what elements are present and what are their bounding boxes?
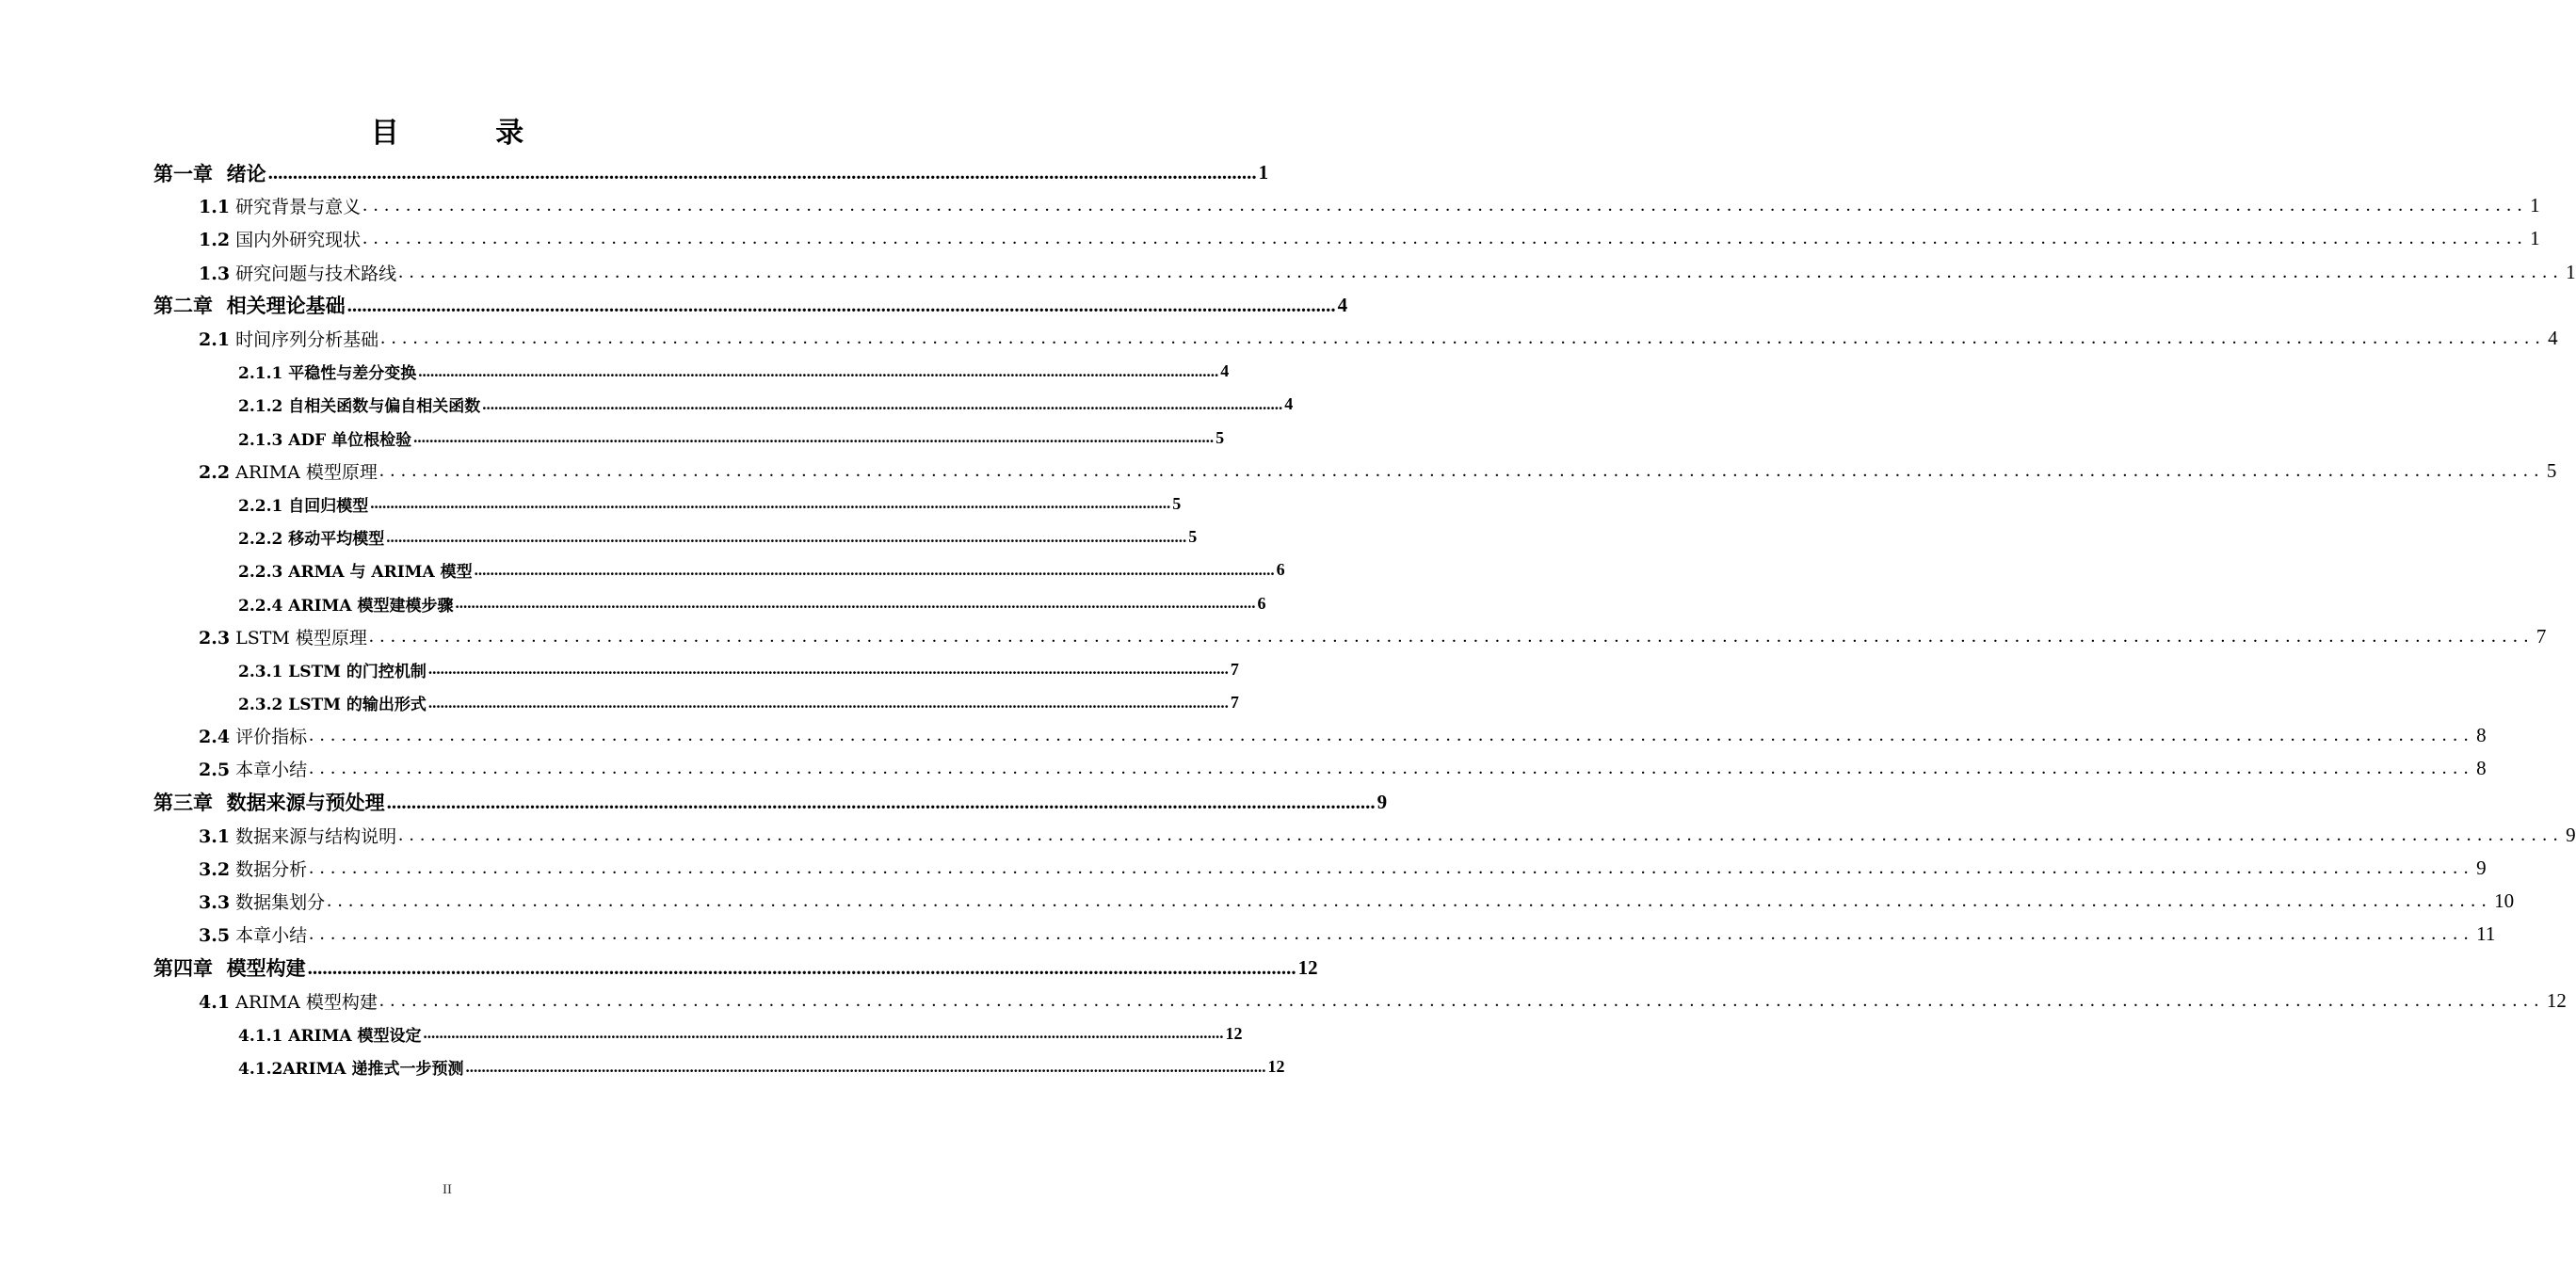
toc-entry-number: 2.3 (199, 627, 231, 649)
toc-entry-title: 研究背景与意义 (235, 197, 362, 218)
toc-page-number: 9 (2476, 857, 2487, 880)
toc-entry-number: 2.2 (199, 461, 231, 483)
toc-entry-label (238, 658, 427, 681)
toc-page-number: 5 (1172, 493, 1182, 513)
toc-entry-number: 4.1.2 (238, 1060, 283, 1080)
toc-page-number: 1 (2530, 227, 2540, 250)
toc-dot-leader: ........................................................................................................................................................................................................ (398, 261, 2565, 282)
toc-entry-number: 2.2.2 (238, 530, 283, 550)
toc-page-number: 4 (2548, 327, 2558, 350)
toc-page-number: 12 (2546, 988, 2567, 1012)
toc-entry-title: 本章小结 (235, 760, 308, 781)
toc-page-number: 7 (1230, 693, 1239, 713)
toc-dot-leader: ........................................................................................................................................................................................................ (413, 428, 1215, 447)
toc-dot-leader: ........................................................................................................................................................................................................ (378, 989, 2545, 1011)
toc-dot-leader: ........................................................................................................................................................................................................ (482, 394, 1283, 413)
toc-entry-title: 评价指标 (235, 727, 308, 748)
toc-entry-number: 2.5 (199, 760, 231, 781)
toc-entry-number: 2.1.3 (238, 430, 283, 450)
toc-chapter-entry[interactable] (0, 786, 1388, 819)
toc-page-number: 5 (1216, 427, 1225, 447)
toc-entry-label (238, 392, 480, 416)
toc-page-number: 9 (2566, 823, 2576, 846)
toc-section-entry[interactable] (0, 918, 2496, 951)
toc-entry-number: 3.1 (199, 825, 231, 847)
toc-entry-label (238, 1022, 421, 1046)
toc-entry-number: 2.3.1 (238, 662, 283, 681)
toc-dot-leader: ........................................................................................................................................................................................................ (427, 693, 1229, 712)
toc-page-number: 9 (1377, 790, 1388, 813)
toc-dot-leader: ........................................................................................................................................................................................................ (465, 1057, 1266, 1076)
toc-entry-number: 2.2.1 (238, 496, 283, 516)
toc-section-entry[interactable] (0, 819, 2576, 852)
toc-section-entry[interactable] (0, 222, 2540, 255)
toc-dot-leader: ........................................................................................................................................................................................................ (309, 758, 2475, 779)
toc-entry-label (238, 691, 427, 714)
toc-dot-leader: ........................................................................................................................................................................................................ (386, 527, 1187, 546)
toc-subsection-entry[interactable] (0, 686, 1239, 719)
toc-section-entry[interactable] (0, 852, 2487, 885)
toc-entry-label (199, 856, 307, 881)
toc-dot-leader: ........................................................................................................................................................................................................ (267, 161, 1257, 184)
toc-entry-label (199, 889, 325, 914)
toc-section-entry[interactable] (0, 256, 2576, 289)
toc-page-number: 4 (1220, 361, 1230, 381)
toc-entry-label (199, 226, 361, 251)
toc-entry-number: 2.2.3 (238, 563, 283, 583)
toc-page-number: 6 (1276, 560, 1285, 580)
toc-page-number: 12 (1267, 1057, 1285, 1077)
toc-entry-label (153, 788, 385, 816)
toc-entry-label (238, 525, 384, 549)
toc-subsection-entry[interactable] (0, 488, 1182, 520)
toc-entry-label (153, 953, 306, 982)
toc-entry-number: 4.1 (199, 991, 231, 1013)
toc-entry-title: 数据分析 (235, 859, 308, 881)
toc-entry-title: 自回归模型 (288, 496, 369, 516)
toc-page-number: 12 (1297, 955, 1318, 979)
toc-entry-title: 本章小结 (235, 925, 308, 947)
toc-chapter-entry[interactable] (0, 952, 1318, 985)
toc-entry-title: ARIMA 模型原理 (235, 461, 378, 483)
toc-entry-title: ADF 单位根检验 (288, 430, 412, 450)
toc-page-number: 12 (1225, 1023, 1243, 1043)
toc-entry-label (199, 260, 396, 285)
toc-page-number: 7 (2536, 624, 2547, 648)
toc-section-entry[interactable] (0, 752, 2487, 785)
toc-entry-separator (213, 294, 227, 317)
toc-entry-number: 4.1.1 (238, 1026, 283, 1046)
toc-entry-title: ARIMA 模型建模步骤 (288, 596, 454, 616)
toc-entry-number: 2.4 (199, 727, 231, 748)
toc-entry-separator (213, 162, 227, 185)
toc-entry-label (199, 193, 361, 218)
toc-dot-leader: ........................................................................................................................................................................................................ (327, 890, 2493, 912)
toc-chapter-entry[interactable] (0, 156, 1269, 189)
toc-page-number: 5 (2546, 458, 2557, 482)
toc-entry-separator (213, 956, 227, 980)
toc-entry-label (199, 823, 396, 848)
toc-entry-label (238, 592, 453, 616)
toc-subsection-entry[interactable] (0, 1017, 1243, 1050)
toc-dot-leader: ........................................................................................................................................................................................................ (380, 328, 2547, 349)
toc-entry-label (153, 159, 266, 187)
toc-entry-label (199, 988, 378, 1014)
toc-entry-title: ARMA 与 ARIMA 模型 (288, 563, 473, 583)
table-of-contents (0, 156, 2576, 1083)
toc-entry-label (238, 558, 473, 582)
toc-dot-leader: ........................................................................................................................................................................................................ (386, 790, 1376, 813)
toc-subsection-entry[interactable] (0, 422, 1225, 455)
toc-entry-number: 3.5 (199, 925, 231, 947)
toc-chapter-entry[interactable] (0, 289, 1348, 322)
toc-subsection-entry[interactable] (0, 553, 1285, 586)
toc-subsection-entry[interactable] (0, 1050, 1285, 1083)
toc-entry-title: 研究问题与技术路线 (235, 263, 397, 284)
toc-entry-number: 第四章 (153, 956, 213, 981)
toc-entry-title: 模型构建 (226, 956, 306, 981)
toc-entry-number: 2.1.1 (238, 364, 283, 384)
toc-entry-label (238, 426, 411, 450)
toc-dot-leader: ........................................................................................................................................................................................................ (309, 857, 2475, 879)
toc-entry-number: 2.1.2 (238, 397, 283, 417)
toc-entry-title: 国内外研究现状 (235, 230, 362, 251)
toc-entry-title: 自相关函数与偏自相关函数 (288, 397, 481, 417)
toc-entry-label (199, 624, 367, 649)
toc-page-number: 1 (1258, 161, 1269, 184)
toc-entry-number: 2.1 (199, 329, 231, 351)
toc-entry-title: 数据来源与结构说明 (235, 825, 397, 847)
toc-entry-title: 相关理论基础 (226, 294, 346, 318)
toc-entry-label (199, 756, 307, 781)
toc-dot-leader: ........................................................................................................................................................................................................ (474, 560, 1275, 579)
toc-section-entry[interactable] (0, 189, 2540, 222)
toc-entry-title: 数据集划分 (235, 892, 326, 914)
toc-page-number: 6 (1257, 593, 1266, 613)
toc-dot-leader: ........................................................................................................................................................................................................ (398, 824, 2565, 845)
toc-page-number: 7 (1230, 659, 1239, 679)
toc-subsection-entry[interactable] (0, 355, 1230, 388)
toc-section-entry[interactable] (0, 620, 2547, 653)
toc-entry-label (238, 360, 416, 383)
toc-page-number: 1 (2566, 260, 2576, 283)
toc-entry-label (238, 492, 368, 516)
toc-entry-number: 1.3 (199, 263, 231, 284)
toc-entry-title: 绪论 (226, 161, 266, 185)
toc-subsection-entry[interactable] (0, 520, 1198, 553)
toc-entry-number: 2.3.2 (238, 696, 283, 715)
toc-page-number: 1 (2530, 194, 2540, 217)
toc-dot-leader: ........................................................................................................................................................................................................ (418, 361, 1219, 380)
toc-entry-label (199, 921, 307, 947)
toc-dot-leader: ........................................................................................................................................................................................................ (362, 195, 2529, 216)
toc-entry-number: 第三章 (153, 791, 213, 815)
toc-entry-title: 时间序列分析基础 (235, 329, 379, 351)
toc-subsection-entry[interactable] (0, 653, 1239, 686)
toc-section-entry[interactable] (0, 985, 2567, 1017)
toc-dot-leader: ........................................................................................................................................................................................................ (307, 955, 1296, 979)
toc-page-number: 8 (2476, 724, 2487, 747)
toc-entry-label (238, 1055, 464, 1079)
toc-page-number: 4 (1284, 394, 1294, 414)
toc-dot-leader: ........................................................................................................................................................................................................ (455, 594, 1256, 613)
toc-page-number: 5 (1188, 527, 1198, 547)
toc-subsection-entry[interactable] (0, 586, 1266, 619)
toc-dot-leader: ........................................................................................................................................................................................................ (423, 1024, 1224, 1043)
toc-entry-label (199, 458, 378, 484)
toc-section-entry[interactable] (0, 455, 2557, 488)
toc-entry-title: 平稳性与差分变换 (288, 364, 417, 384)
toc-dot-leader: ........................................................................................................................................................................................................ (427, 660, 1229, 679)
toc-entry-number: 2.2.4 (238, 596, 283, 616)
toc-entry-label (199, 723, 307, 748)
toc-page-number: 4 (1337, 293, 1348, 316)
toc-dot-leader: ........................................................................................................................................................................................................ (309, 923, 2475, 945)
toc-entry-label (153, 291, 346, 319)
toc-entry-title: LSTM 的门控机制 (288, 662, 427, 681)
toc-section-entry[interactable] (0, 719, 2487, 752)
toc-entry-title: LSTM 模型原理 (235, 627, 367, 649)
page-title: 目 录 (370, 117, 568, 150)
toc-entry-title: 移动平均模型 (288, 530, 385, 550)
toc-entry-title: LSTM 的输出形式 (288, 696, 427, 715)
toc-entry-number: 3.3 (199, 892, 231, 914)
toc-dot-leader: ........................................................................................................................................................................................................ (378, 459, 2545, 481)
toc-entry-title: ARIMA 模型构建 (235, 991, 378, 1013)
toc-dot-leader: ........................................................................................................................................................................................................ (368, 625, 2535, 647)
toc-entry-label (199, 326, 378, 351)
toc-entry-number: 3.2 (199, 859, 231, 881)
toc-entry-separator (213, 791, 227, 814)
toc-page-number: 10 (2494, 889, 2515, 913)
toc-dot-leader: ........................................................................................................................................................................................................ (309, 725, 2475, 746)
toc-page-number: 11 (2476, 922, 2496, 946)
page-number: II (443, 1182, 452, 1197)
toc-page-number: 8 (2476, 757, 2487, 780)
toc-subsection-entry[interactable] (0, 388, 1294, 421)
toc-dot-leader: ........................................................................................................................................................................................................ (362, 228, 2529, 249)
toc-dot-leader: ........................................................................................................................................................................................................ (370, 494, 1171, 513)
toc-entry-title: 数据来源与预处理 (226, 791, 385, 815)
toc-section-entry[interactable] (0, 885, 2515, 918)
toc-section-entry[interactable] (0, 322, 2558, 355)
toc-entry-number: 第一章 (153, 161, 213, 185)
toc-entry-title: ARIMA 模型设定 (288, 1026, 422, 1046)
toc-entry-number: 1.2 (199, 230, 231, 251)
toc-entry-title: ARIMA 递推式一步预测 (282, 1060, 464, 1080)
toc-entry-number: 1.1 (199, 197, 231, 218)
toc-entry-number: 第二章 (153, 294, 213, 318)
toc-dot-leader: ........................................................................................................................................................................................................ (346, 293, 1336, 316)
